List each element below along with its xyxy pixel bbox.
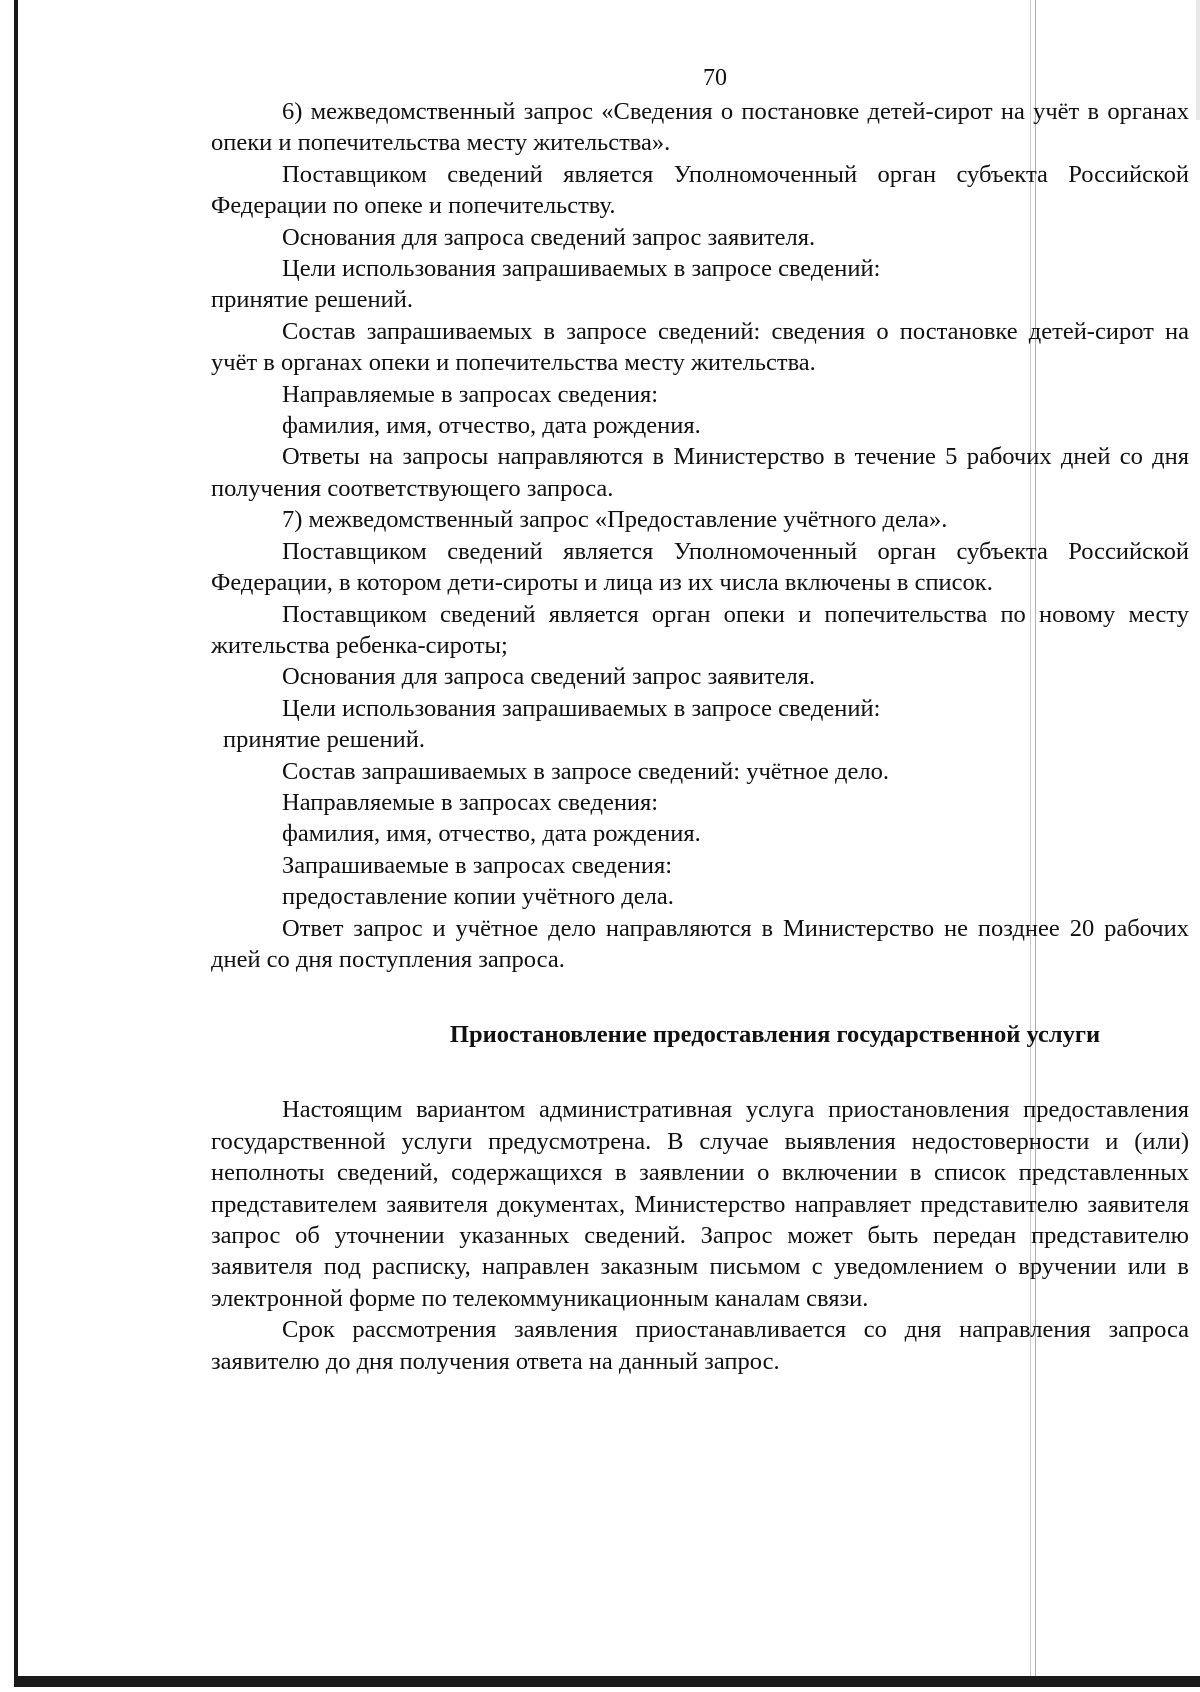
paragraph: Запрашиваемые в запросах сведения: — [282, 851, 673, 879]
document-page — [211, 62, 1189, 1377]
paragraph: принятие решений. — [223, 726, 425, 754]
scan-edge-bottom — [14, 1676, 1200, 1687]
scan-edge-right — [1196, 0, 1200, 120]
paragraph: фамилия, имя, отчество, дата рождения. — [282, 820, 701, 848]
paragraph: 7) межведомственный запрос «Предоставление учётного дела». — [282, 506, 948, 534]
paragraph: Поставщиком сведений является Уполномоченный орган субъекта Российской Федерации по опеке и попечительству. — [211, 160, 1189, 220]
paragraph: Основания для запроса сведений запрос заявителя. — [282, 663, 816, 691]
section-heading: Приостановление предоставления государственной услуги — [449, 1021, 1101, 1049]
paragraph: Состав запрашиваемых в запросе сведений: учётное дело. — [282, 757, 889, 785]
paragraph: Цели использования запрашиваемых в запросе сведений: — [282, 694, 881, 722]
paragraph: Поставщиком сведений является Уполномоченный орган субъекта Российской Федерации, в котором дети-сироты и лица из их числа включены в список. — [211, 537, 1189, 597]
paragraph: Настоящим вариантом административная услуга приостановления предоставления государственной услуги предусмотрена. В случае выявления недостоверности и (или) неполноты сведений, содержащихся в заявлении о включении в список представленных представителем заявителя документах, Министерство направляет представителю заявителя запрос об уточнении указанных сведений. Запрос может быть передан представителю заявителя под расписку, направлен заказным письмом с уведомлением о вручении или в электронной форме по телекоммуникационным каналам связи. — [211, 1096, 1189, 1312]
scan-edge-left — [14, 0, 18, 1680]
page-number: 70 — [703, 65, 727, 91]
paragraph: Направляемые в запросах сведения: — [282, 788, 659, 816]
paragraph: Ответы на запросы направляются в Министерство в течение 5 рабочих дней со дня получения соответствующего запроса. — [211, 443, 1189, 502]
paragraph: Направляемые в запросах сведения: — [282, 380, 659, 408]
paragraph: Цели использования запрашиваемых в запросе сведений: — [282, 255, 881, 283]
paragraph: предоставление копии учётного дела. — [282, 883, 674, 911]
paragraph: 6) межведомственный запрос «Сведения о постановке детей-сирот на учёт в органах опеки и попечительства месту жительства». — [211, 98, 1189, 157]
paragraph: фамилия, имя, отчество, дата рождения. — [282, 412, 701, 440]
paragraph: Основания для запроса сведений запрос заявителя. — [282, 223, 816, 251]
paragraph: принятие решений. — [211, 286, 413, 314]
paragraph: Ответ запрос и учётное дело направляются в Министерство не позднее 20 рабочих дней со дня поступления запроса. — [211, 914, 1189, 973]
paragraph: Срок рассмотрения заявления приостанавливается со дня направления запроса заявителю до дня получения ответа на данный запрос. — [211, 1316, 1189, 1375]
paragraph: Поставщиком сведений является орган опеки и попечительства по новому месту жительства ребенка-сироты; — [211, 600, 1189, 659]
paragraph: Состав запрашиваемых в запросе сведений: сведения о постановке детей-сирот на учёт в органах опеки и попечительства месту жительства. — [211, 317, 1189, 377]
